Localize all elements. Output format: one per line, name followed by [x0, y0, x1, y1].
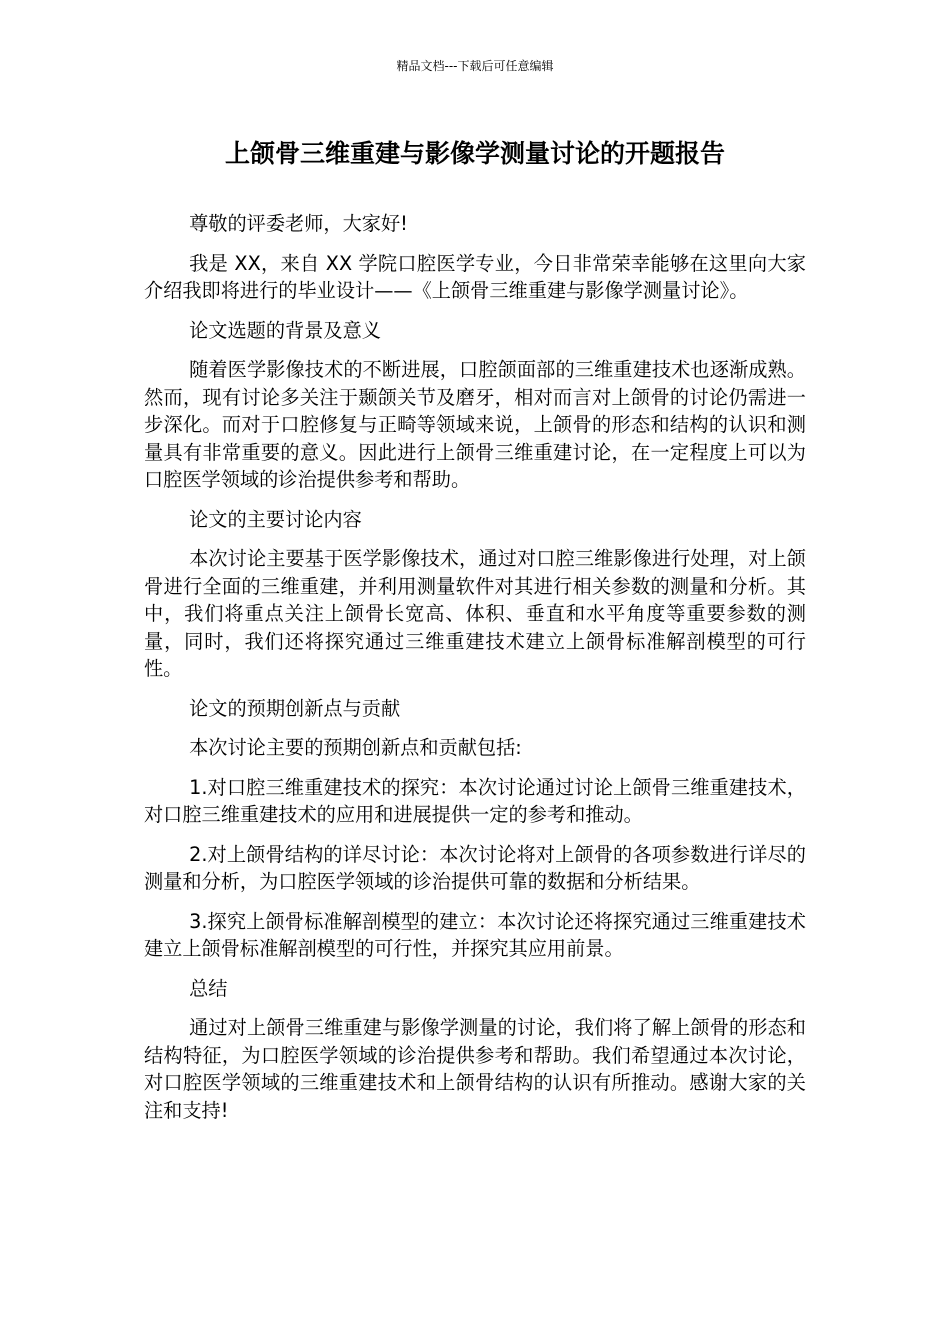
- document-body: [144, 210, 806, 1136]
- header-note: 精品文档---下载后可任意编辑: [396, 59, 554, 73]
- document-title: 上颌骨三维重建与影像学测量讨论的开题报告: [224, 139, 725, 168]
- section-heading-innovation: 论文的预期创新点与贡献: [189, 696, 401, 720]
- innovation-item-3: 3.探究上颌骨标准解剖模型的建立：本次讨论还将探究通过三维重建技术建立上颌骨标准解剖模型的可行性，并探究其应用前景。: [144, 909, 806, 960]
- greeting-paragraph: 尊敬的评委老师，大家好!: [189, 212, 408, 235]
- innovation-item-2: 2.对上颌骨结构的详尽讨论：本次讨论将对上颌骨的各项参数进行详尽的测量和分析，为口腔医学领域的诊治提供可靠的数据和分析结果。: [144, 842, 806, 893]
- innovation-intro-paragraph: 本次讨论主要的预期创新点和贡献包括:: [189, 736, 522, 759]
- intro-paragraph: 我是 XX，来自 XX 学院口腔医学专业，今日非常荣幸能够在这里向大家介绍我即将进行的毕业设计——《上颌骨三维重建与影像学测量讨论》。: [144, 251, 806, 302]
- background-paragraph: 随着医学影像技术的不断进展，口腔颌面部的三维重建技术也逐渐成熟。然而，现有讨论多关注于颞颌关节及磨牙，相对而言对上颌骨的讨论仍需进一步深化。而对于口腔修复与正畸等领域来说，上颌骨的形态和结构的认识和测量具有非常重要的意义。因此进行上颌骨三维重建讨论，在一定程度上可以为口腔医学领域的诊治提供参考和帮助。: [144, 358, 806, 491]
- content-paragraph: 本次讨论主要基于医学影像技术，通过对口腔三维影像进行处理，对上颌骨进行全面的三维重建，并利用测量软件对其进行相关参数的测量和分析。其中，我们将重点关注上颌骨长宽高、体积、垂直和水平角度等重要参数的测量，同时，我们还将探究通过三维重建技术建立上颌骨标准解剖模型的可行性。: [144, 547, 806, 680]
- innovation-item-1: 1.对口腔三维重建技术的探究：本次讨论通过讨论上颌骨三维重建技术，对口腔三维重建技术的应用和进展提供一定的参考和推动。: [144, 775, 806, 826]
- section-heading-background: 论文选题的背景及意义: [189, 318, 381, 342]
- summary-paragraph: 通过对上颌骨三维重建与影像学测量的讨论，我们将了解上颌骨的形态和结构特征，为口腔医学领域的诊治提供参考和帮助。我们希望通过本次讨论，对口腔医学领域的三维重建技术和上颌骨结构的认识有所推动。感谢大家的关注和支持!: [144, 1016, 806, 1122]
- section-heading-summary: 总结: [189, 976, 228, 1000]
- section-heading-content: 论文的主要讨论内容: [189, 507, 362, 531]
